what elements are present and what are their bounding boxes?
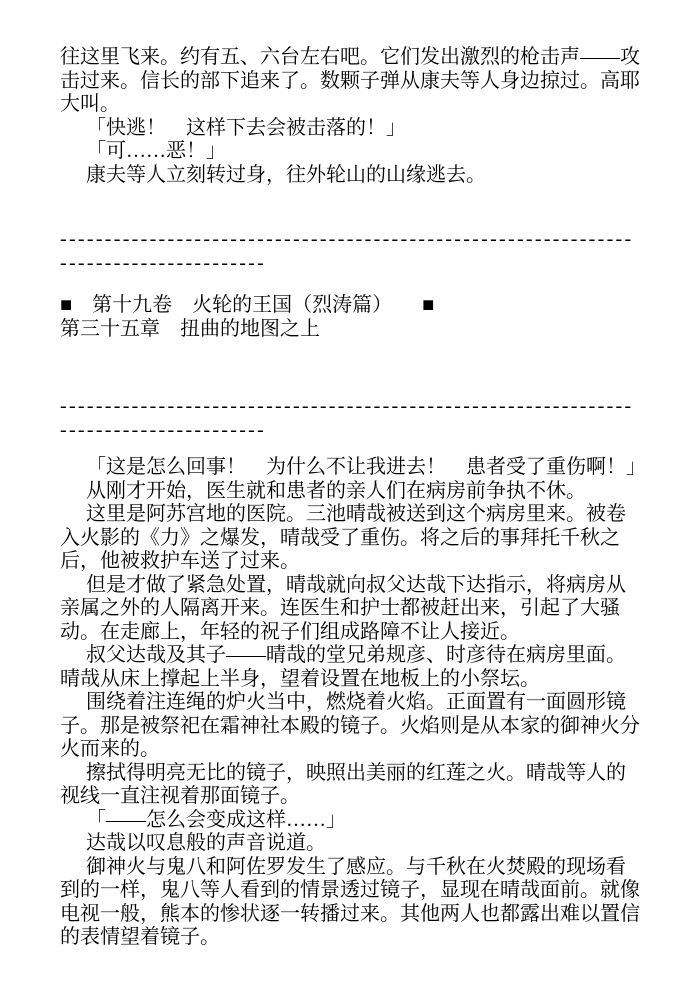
section-header — [60, 294, 640, 341]
narrative-paragraph: 但是才做了紧急处置，晴哉就向叔父达哉下达指示，将病房从亲属之外的人隔离开来。连医生和护士都被赶出来，引起了大骚动。在走廊上，年轻的祝子们组成路障不让人接近。 — [60, 573, 626, 643]
narrative-paragraph: 御神火与鬼八和阿佐罗发生了感应。与千秋在火焚殿的现场看到的一样，鬼八等人看到的情景透过镜子，显现在晴哉面前。就像电视一般，熊本的惨状逐一转播过来。其他两人也都露出难以置信的表情望着镜子。 — [60, 855, 640, 948]
narrative-paragraph: 从刚才开始，医生就和患者的亲人们在病房前争执不休。 — [86, 479, 586, 502]
dialogue-line: 「这是怎么回事！ 为什么不让我进去！ 患者受了重伤啊！」 — [86, 456, 646, 478]
volume-title: ■ 第十九卷 火轮的王国（烈涛篇） ■ — [60, 294, 435, 316]
narrative-paragraph: 康夫等人立刻转过身，往外轮山的山缘逃去。 — [86, 163, 486, 186]
dialogue-line: 「可……恶！」 — [86, 140, 226, 162]
divider-dash-line: ---------------------------------------------------------------- — [60, 228, 634, 250]
narrative-paragraph: 叔父达哉及其子——晴哉的堂兄弟规彦、时彦待在病房里面。晴哉从床上撑起上半身，望着设置在地板上的小祭坛。 — [60, 644, 626, 690]
section-divider — [60, 228, 640, 275]
divider-dash-line: ----------------------- — [60, 418, 267, 441]
section-divider — [60, 395, 640, 442]
narrative-paragraph: 围绕着注连绳的炉火当中，燃烧着火焰。正面置有一面圆形镜子。那是被祭祀在霜神社本殿的镜子。火焰则是从本家的御神火分火而来的。 — [60, 691, 640, 760]
narrative-paragraph: 达哉以叹息般的声音说道。 — [86, 832, 326, 854]
chapter-title: 第三十五章 扭曲的地图之上 — [60, 317, 320, 340]
continuation-paragraph: 往这里飞来。约有五、六台左右吧。它们发出激烈的枪击声——攻击过来。信长的部下追来了。数颗子弹从康夫等人身边掠过。高耶大叫。 — [60, 46, 640, 115]
narrative-paragraph: 擦拭得明亮无比的镜子，映照出美丽的红莲之火。晴哉等人的视线一直注视着那面镜子。 — [60, 761, 626, 807]
chapter-body — [60, 456, 646, 950]
dialogue-line: 「——怎么会变成这样……」 — [86, 808, 346, 831]
narrative-paragraph: 这里是阿苏宫地的医院。三池晴哉被送到这个病房里来。被卷入火影的《力》之爆发，晴哉受了重伤。将之后的事拜托千秋之后，他被救护车送了过来。 — [60, 503, 626, 572]
divider-dash-line: ----------------------- — [60, 251, 267, 274]
dialogue-line: 「快逃！ 这样下去会被击落的！」 — [86, 116, 406, 139]
divider-dash-line: ---------------------------------------------------------------- — [60, 395, 634, 417]
